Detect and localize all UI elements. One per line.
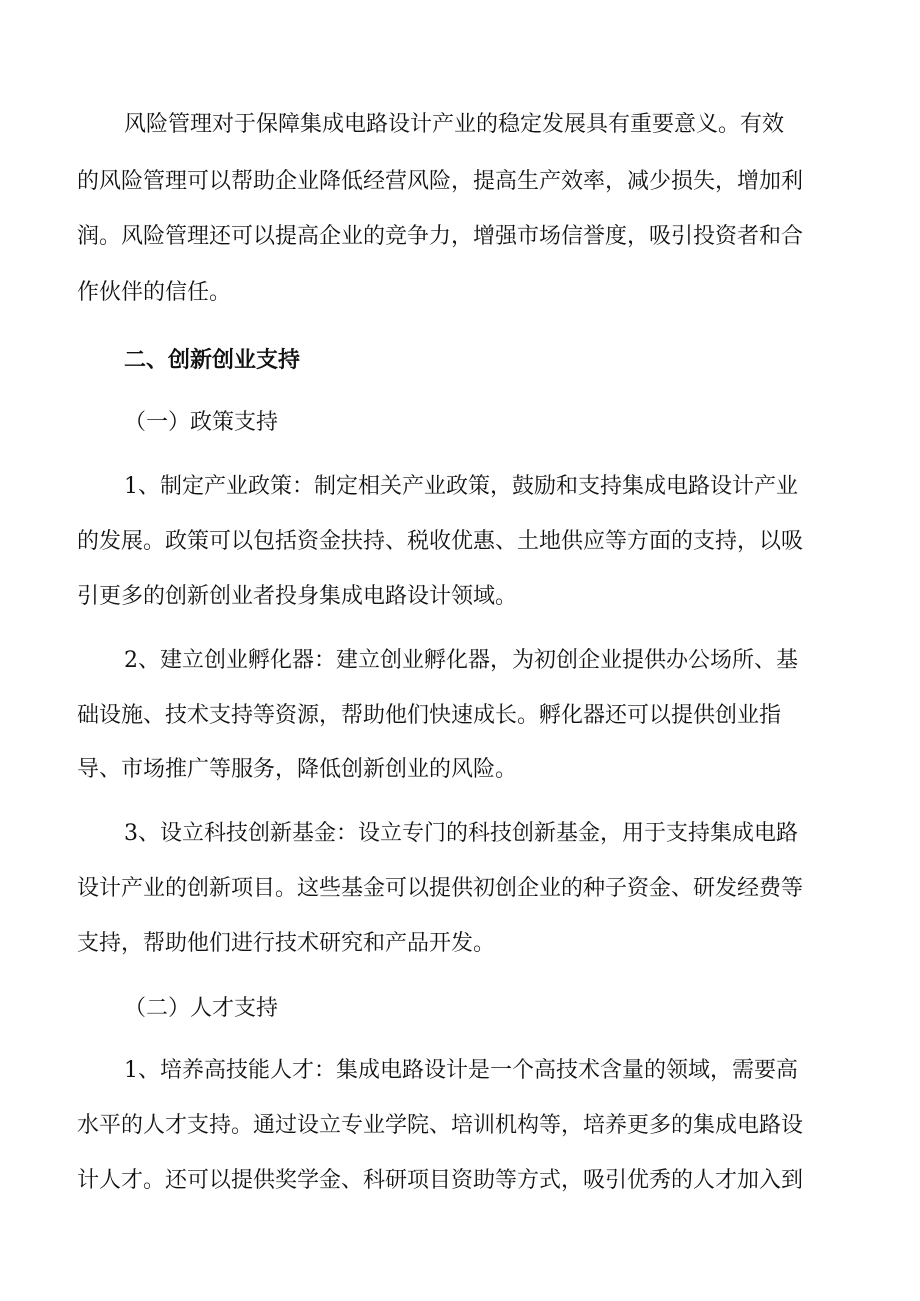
policy-item-2-line-3: 导、市场推广等服务，降低创新创业的风险。 xyxy=(77,757,518,782)
policy-item-3-line-1: 3、设立科技创新基金：设立专门的科技创新基金，用于支持集成电路 xyxy=(124,821,798,846)
paragraph-risk-line-4: 作伙伴的信任。 xyxy=(77,280,232,305)
policy-item-3-line-2: 设计产业的创新项目。这些基金可以提供初创企业的种子资金、研发经费等 xyxy=(77,876,804,901)
policy-item-3-line-3: 支持，帮助他们进行技术研究和产品开发。 xyxy=(77,931,496,956)
policy-item-2-line-2: 础设施、技术支持等资源，帮助他们快速成长。孵化器还可以提供创业指 xyxy=(77,703,782,728)
policy-item-1-line-3: 引更多的创新创业者投身集成电路设计领域。 xyxy=(77,584,518,609)
talent-item-1-line-2: 水平的人才支持。通过设立专业学院、培训机构等，培养更多的集成电路设 xyxy=(77,1113,804,1138)
subheading-talent-support: （二）人才支持 xyxy=(124,996,279,1021)
section-heading: 二、创新创业支持 xyxy=(124,348,301,373)
subheading-policy-support: （一）政策支持 xyxy=(124,410,279,435)
paragraph-risk-line-2: 的风险管理可以帮助企业降低经营风险，提高生产效率，减少损失，增加利 xyxy=(77,169,804,194)
talent-item-1-line-3: 计人才。还可以提供奖学金、科研项目资助等方式，吸引优秀的人才加入到 xyxy=(77,1168,804,1193)
talent-item-1-line-1: 1、培养高技能人才：集成电路设计是一个高技术含量的领域，需要高 xyxy=(124,1058,798,1083)
paragraph-risk-line-3: 润。风险管理还可以提高企业的竞争力，增强市场信誉度，吸引投资者和合 xyxy=(77,224,804,249)
policy-item-1-line-1: 1、制定产业政策：制定相关产业政策，鼓励和支持集成电路设计产业 xyxy=(124,474,798,499)
policy-item-2-line-1: 2、建立创业孵化器：建立创业孵化器，为初创企业提供办公场所、基 xyxy=(124,648,798,673)
paragraph-risk-line-1: 风险管理对于保障集成电路设计产业的稳定发展具有重要意义。有效 xyxy=(124,112,785,137)
policy-item-1-line-2: 的发展。政策可以包括资金扶持、税收优惠、土地供应等方面的支持，以吸 xyxy=(77,529,804,554)
